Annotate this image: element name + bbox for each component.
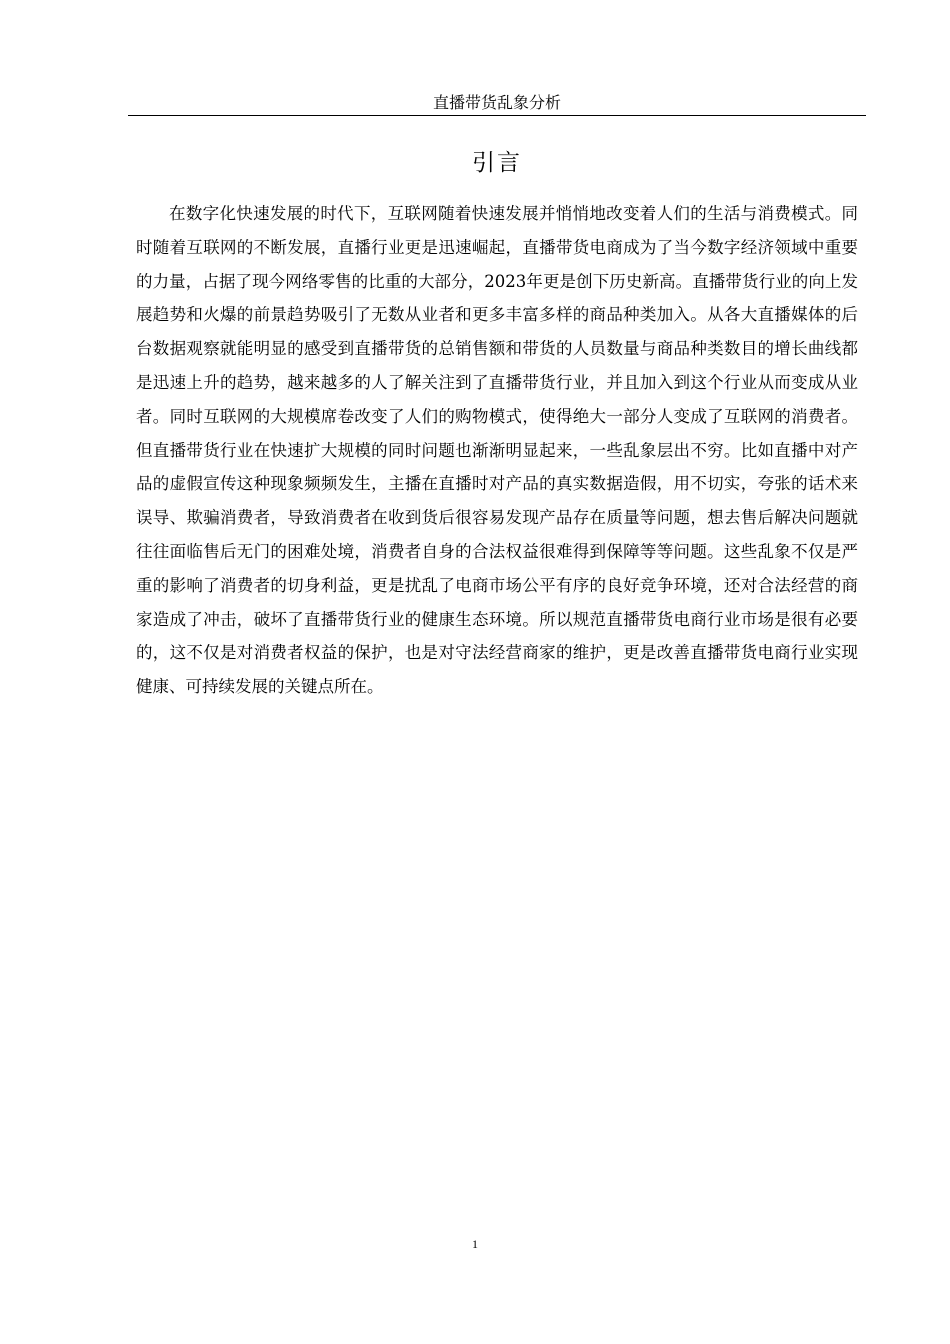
running-header: 直播带货乱象分析 — [432, 93, 561, 112]
body-paragraph: 在数字化快速发展的时代下，互联网随着快速发展并悄悄地改变着人们的生活与消费模式。同时随着互联网的不断发展，直播行业更是迅速崛起，直播带货电商成为了当今数字经济领域中重要的力量，占据了现今网络零售的比重的大部分，2023年更是创下历史新高。直播带货行业的向上发展趋势和火爆的前景趋势吸引了无数从业者和更多丰富多样的商品种类加入。从各大直播媒体的后台数据观察就能明显的感受到直播带货的总销售额和带货的人员数量与商品种类数目的增长曲线都是迅速上升的趋势，越来越多的人了解关注到了直播带货行业，并且加入到这个行业从而变成从业者。同时互联网的大规模席卷改变了人们的购物模式，使得绝大一部分人变成了互联网的消费者。但直播带货行业在快速扩大规模的同时问题也渐渐明显起来，一些乱象层出不穷。比如直播中对产品的虚假宣传这种现象频频发生，主播在直播时对产品的真实数据造假，用不切实，夸张的话术来误导、欺骗消费者，导致消费者在收到货后很容易发现产品存在质量等问题，想去售后解决问题就往往面临售后无门的困难处境，消费者自身的合法权益很难得到保障等等问题。这些乱象不仅是严重的影响了消费者的切身利益，更是扰乱了电商市场公平有序的良好竞争环境，还对合法经营的商家造成了冲击，破坏了直播带货行业的健康生态环境。所以规范直播带货电商行业市场是很有必要的，这不仅是对消费者权益的保护，也是对守法经营商家的维护，更是改善直播带货电商行业实现健康、可持续发展的关键点所在。 — [136, 204, 858, 697]
page-number: 1 — [472, 1237, 478, 1251]
header-divider — [128, 115, 866, 116]
section-title: 引言 — [472, 150, 522, 176]
